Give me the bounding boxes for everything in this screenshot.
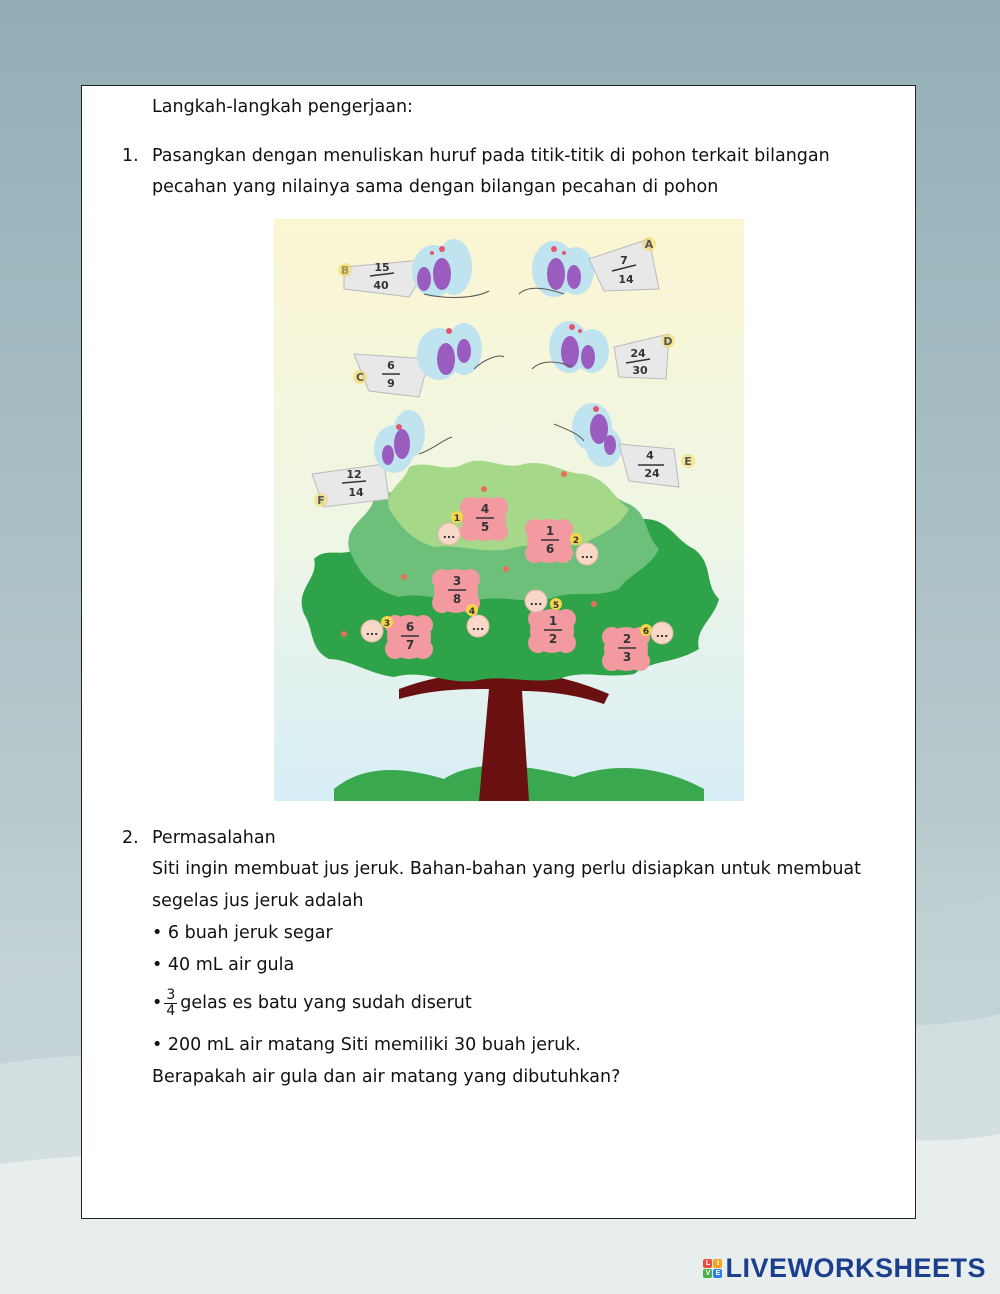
question-text: Berapakah air gula dan air matang yang dibutuhkan? bbox=[152, 1067, 621, 1087]
flower-3-answer[interactable]: ... bbox=[365, 625, 379, 638]
butterfly-b-denominator: 40 bbox=[373, 279, 389, 292]
flower-4-denominator: 8 bbox=[452, 592, 462, 606]
step-1-text-line-1: Pasangkan dengan menuliskan huruf pada titik-titik di pohon terkait bilangan bbox=[152, 146, 830, 166]
step-1-number: 1. bbox=[122, 146, 139, 166]
ingredient-item-1 bbox=[152, 922, 333, 944]
butterfly-d-letter: D bbox=[663, 335, 673, 348]
fraction-three-quarters bbox=[164, 988, 177, 1019]
flower-6-index: 6 bbox=[642, 627, 650, 637]
flower-3-index: 3 bbox=[383, 619, 391, 629]
flower-1-index: 1 bbox=[453, 514, 461, 524]
brand-name: LIVEWORKSHEETS bbox=[725, 1252, 986, 1283]
brand-logo-letter: E bbox=[713, 1269, 722, 1278]
fraction-numerator: 3 bbox=[166, 986, 176, 1003]
butterfly-e-letter: E bbox=[684, 455, 692, 468]
ingredient-item-3-text: gelas es batu yang sudah diserut bbox=[180, 993, 472, 1013]
butterfly-f-numerator: 12 bbox=[346, 468, 362, 481]
liveworksheets-brand bbox=[703, 1252, 986, 1284]
butterfly-e-numerator: 4 bbox=[646, 449, 654, 462]
ingredient-item-4-text: 200 mL air matang Siti memiliki 30 buah jeruk. bbox=[167, 1035, 581, 1055]
step-2-title: Permasalahan bbox=[152, 828, 276, 848]
flower-2-denominator: 6 bbox=[545, 542, 555, 556]
bullet: • bbox=[152, 923, 163, 943]
ingredient-item-2-text: 40 mL air gula bbox=[167, 955, 295, 975]
bullet: • bbox=[152, 955, 163, 975]
flower-6-answer[interactable]: ... bbox=[655, 627, 669, 640]
bullet: • bbox=[152, 1035, 163, 1055]
butterfly-b-numerator: 15 bbox=[374, 261, 390, 274]
butterfly-e-denominator: 24 bbox=[644, 467, 660, 480]
flower-4-answer[interactable]: ... bbox=[471, 620, 485, 633]
flower-3-numerator: 6 bbox=[405, 620, 415, 634]
flower-5-numerator: 1 bbox=[548, 614, 558, 628]
flower-6-denominator: 3 bbox=[622, 650, 632, 664]
flower-6-numerator: 2 bbox=[622, 632, 632, 646]
intro-heading: Langkah-langkah pengerjaan: bbox=[152, 97, 413, 117]
brand-logo-letter: V bbox=[703, 1269, 712, 1278]
flower-3-denominator: 7 bbox=[405, 638, 415, 652]
flower-5-answer[interactable]: ... bbox=[529, 595, 543, 608]
brand-logo-letter: L bbox=[703, 1259, 712, 1268]
butterfly-tree-illustration bbox=[274, 219, 744, 801]
butterfly-c-numerator: 6 bbox=[387, 359, 395, 372]
ingredient-item-3 bbox=[152, 981, 472, 1025]
butterfly-d-denominator: 30 bbox=[632, 364, 648, 377]
flower-2-answer[interactable]: ... bbox=[580, 548, 594, 561]
bullet: • bbox=[152, 993, 163, 1013]
brand-logo-letter: I bbox=[713, 1259, 722, 1268]
butterfly-f-denominator: 14 bbox=[348, 486, 364, 499]
flower-2-index: 2 bbox=[572, 536, 580, 546]
butterfly-f-letter: F bbox=[317, 494, 325, 507]
ingredient-item-2 bbox=[152, 954, 294, 976]
flower-1-numerator: 4 bbox=[480, 502, 490, 516]
butterfly-a-numerator: 7 bbox=[620, 254, 628, 267]
butterfly-a-denominator: 14 bbox=[618, 273, 634, 286]
fraction-denominator: 4 bbox=[166, 1002, 176, 1019]
ingredient-item-1-text: 6 buah jeruk segar bbox=[167, 923, 333, 943]
flower-2-numerator: 1 bbox=[545, 524, 555, 538]
ingredient-item-4 bbox=[152, 1034, 581, 1056]
butterfly-c-denominator: 9 bbox=[387, 377, 395, 390]
brand-logo-icon bbox=[703, 1259, 722, 1278]
step-2-text-line-2: segelas jus jeruk adalah bbox=[152, 891, 364, 911]
step-1-text-line-2: pecahan yang nilainya sama dengan bilangan pecahan di pohon bbox=[152, 177, 719, 197]
butterfly-a-letter: A bbox=[644, 238, 654, 251]
flower-4-numerator: 3 bbox=[452, 574, 462, 588]
flower-5-denominator: 2 bbox=[548, 632, 558, 646]
step-2-text-line-1: Siti ingin membuat jus jeruk. Bahan-bahan yang perlu disiapkan untuk membuat bbox=[152, 859, 861, 879]
flower-1-answer[interactable]: ... bbox=[442, 528, 456, 541]
butterfly-c-letter: C bbox=[355, 371, 365, 384]
flower-1-denominator: 5 bbox=[480, 520, 490, 534]
step-2-number: 2. bbox=[122, 828, 139, 848]
butterfly-d-numerator: 24 bbox=[630, 347, 646, 360]
flower-5-index: 5 bbox=[552, 601, 560, 611]
flower-4-index: 4 bbox=[468, 607, 476, 617]
